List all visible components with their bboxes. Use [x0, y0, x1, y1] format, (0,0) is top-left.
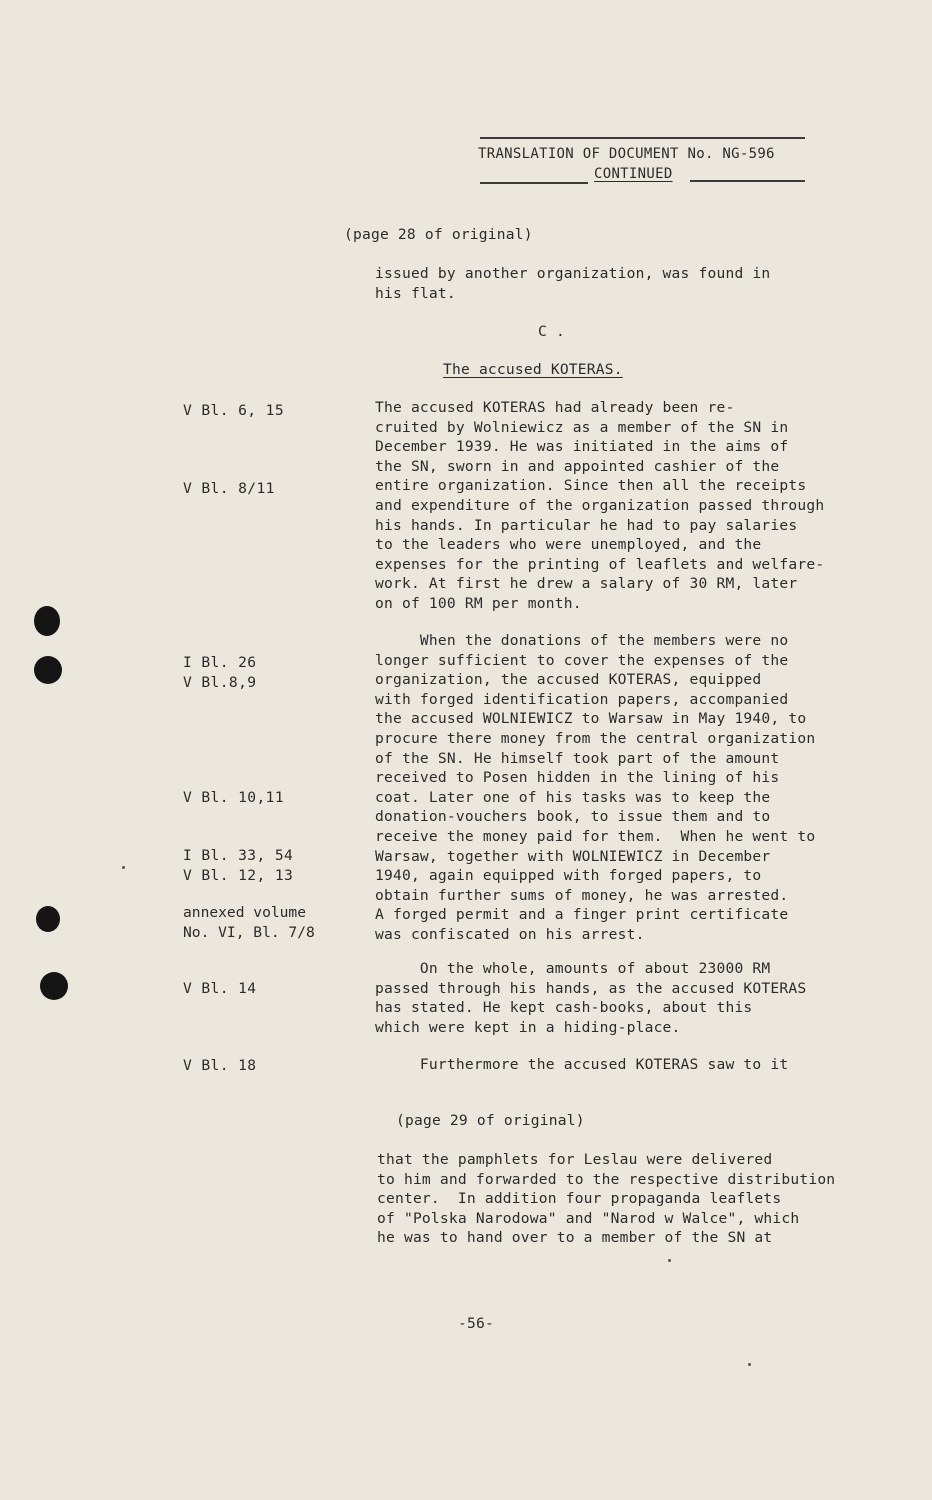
- section-title: The accused KOTERAS.: [443, 361, 623, 378]
- header-rule-bottom-right: [690, 180, 805, 182]
- intro-paragraph: issued by another organization, was found in his flat.: [375, 265, 771, 302]
- header-subtitle: CONTINUED: [594, 166, 673, 182]
- header-rule-bottom-left: [480, 182, 588, 184]
- speck: [122, 866, 125, 869]
- paragraph-5: that the pamphlets for Leslau were delivered to him and forwarded to the respective distribution center. In addition four propaganda leaflets of "Polska Narodowa" and "Narod w Walce", which he was to hand over to a member of the SN at: [377, 1151, 836, 1247]
- margin-note-7: V Bl. 14: [183, 980, 257, 997]
- margin-note-6: annexed volume No. VI, Bl. 7/8: [183, 904, 315, 941]
- margin-note-8: V Bl. 18: [183, 1057, 257, 1074]
- punch-hole-3: [36, 906, 60, 932]
- header-title: TRANSLATION OF DOCUMENT No. NG-596: [478, 146, 775, 162]
- section-letter: C .: [538, 323, 565, 340]
- paragraph-1: The accused KOTERAS had already been re- cruited by Wolniewicz as a member of the SN in December 1939. He was initiated in the aims of the SN, sworn in and appointed cashier of the entire organization. Since then all the receipts and expenditure of the organization passed through his hands. In particular he had to pay salaries to the leaders who were unemployed, and the expenses for the printing of leaflets and welfare- work. At first he drew a salary of 30 RM, later on of 100 RM per month.: [375, 399, 825, 612]
- speck: [668, 1259, 671, 1262]
- margin-note-1: V Bl. 6, 15: [183, 402, 285, 419]
- page-reference-mid: (page 29 of original): [396, 1112, 585, 1129]
- paragraph-2: When the donations of the members were no longer sufficient to cover the expenses of the organization, the accused KOTERAS, equipped with forged identification papers, accompanied the accused WOLNIEWICZ to Warsaw in May 1940, to procure there money from the central organization of the SN. He himself took part of the amount received to Posen hidden in the lining of his coat. Later one of his tasks was to keep the donation-vouchers book, to issue them and to receive the money paid for them. When he went to Warsaw, together with WOLNIEWICZ in December 1940, again equipped with forged papers, to obtain further sums of money, he was arrested. A forged permit and a finger print certificate was confiscated on his arrest.: [375, 632, 816, 943]
- margin-note-4: V Bl. 10,11: [183, 789, 285, 806]
- punch-hole-4: [40, 972, 68, 1000]
- margin-note-5: I Bl. 33, 54 V Bl. 12, 13: [183, 847, 294, 884]
- punch-hole-2: [34, 656, 62, 684]
- header-rule-top: [480, 137, 805, 139]
- margin-note-2: V Bl. 8/11: [183, 480, 275, 497]
- margin-note-3: I Bl. 26 V Bl.8,9: [183, 654, 257, 691]
- paragraph-4: Furthermore the accused KOTERAS saw to it: [375, 1056, 789, 1073]
- paragraph-3: On the whole, amounts of about 23000 RM passed through his hands, as the accused KOTERAS has stated. He kept cash-books, about this which were kept in a hiding-place.: [375, 960, 807, 1036]
- punch-hole-1: [34, 606, 60, 636]
- page-reference-top: (page 28 of original): [344, 226, 533, 243]
- speck: [748, 1363, 751, 1366]
- page-number: -56-: [458, 1315, 494, 1332]
